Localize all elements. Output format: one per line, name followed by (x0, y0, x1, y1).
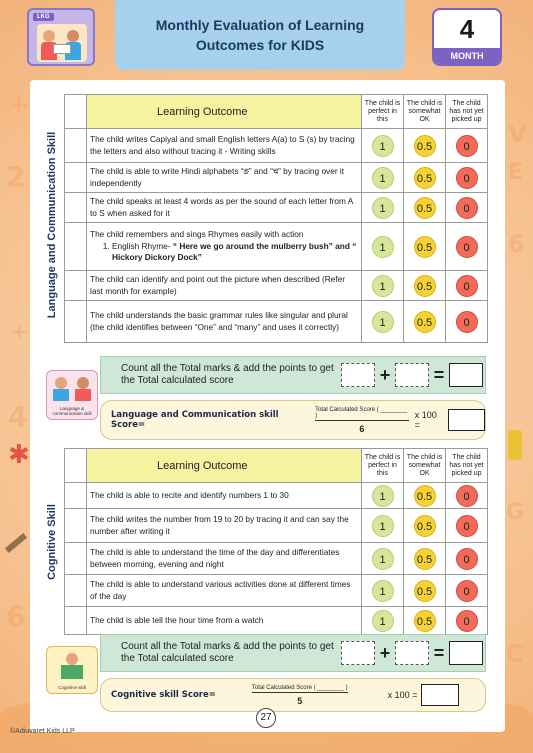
points-input-box[interactable] (395, 641, 429, 665)
learning-outcome-header: Learning Outcome (87, 95, 362, 129)
score-somewhat-option[interactable]: 0.5 (414, 610, 436, 632)
score-perfect-option[interactable]: 1 (372, 236, 394, 258)
outcome-statement: The child writes the number from 19 to 20 by tracing it and can say the number after writing it (87, 509, 362, 543)
score-perfect-option[interactable]: 1 (372, 275, 394, 297)
score-somewhat-option[interactable]: 0.5 (414, 135, 436, 157)
skill-card-caption: Cognitive skill (58, 685, 86, 690)
table-row (65, 483, 488, 509)
language-total-bar (100, 356, 486, 394)
score-somewhat-option[interactable]: 0.5 (414, 236, 436, 258)
score-not-yet-option[interactable]: 0 (456, 485, 478, 507)
flower-icon: ✱ (8, 440, 30, 470)
score-fraction: $\frac{\text{Total Calculated Score ( \_\_\_\_\_\_\_\_ )}}{6}$ (315, 406, 408, 434)
deco-number-icon: 6 (508, 230, 525, 258)
score-somewhat-option[interactable]: 0.5 (414, 275, 436, 297)
cognitive-skill-card (46, 646, 98, 694)
page-number: 27 (256, 708, 276, 728)
score-somewhat-option[interactable]: 0.5 (414, 167, 436, 189)
table-row (65, 193, 488, 223)
multiplier-text: x 100 = (387, 690, 418, 700)
total-instruction: Count all the Total marks & add the points to get the Total calculated score (121, 641, 334, 664)
marks-input-box[interactable] (341, 363, 375, 387)
not-yet-column-header: The child has not yet picked up (446, 95, 488, 129)
skill-card-caption: Language & communication skill (52, 406, 92, 416)
deco-letter-icon: C (506, 640, 524, 668)
cognitive-score-bar (100, 678, 486, 712)
outcome-statement: The child can identify and point out the picture when described (Refer last month for example) (87, 271, 362, 301)
total-instruction: Count all the Total marks & add the points to get the Total calculated score (121, 363, 334, 386)
score-not-yet-option[interactable]: 0 (456, 167, 478, 189)
score-not-yet-option[interactable]: 0 (456, 135, 478, 157)
copyright-credit: ©Adiuvaret Kids LLP (10, 728, 75, 735)
score-somewhat-option[interactable]: 0.5 (414, 311, 436, 333)
score-perfect-option[interactable]: 1 (372, 197, 394, 219)
deco-number-icon: 4 (8, 400, 28, 433)
table-row (65, 575, 488, 607)
equals-icon: = (433, 364, 445, 385)
score-perfect-option[interactable]: 1 (372, 610, 394, 632)
score-not-yet-option[interactable]: 0 (456, 610, 478, 632)
deco-plus-icon: + (8, 90, 30, 120)
deco-number-icon: 6 (6, 600, 26, 633)
perfect-column-header: The child is perfect in this (362, 95, 404, 129)
score-somewhat-option[interactable]: 0.5 (414, 515, 436, 537)
score-not-yet-option[interactable]: 0 (456, 275, 478, 297)
score-perfect-option[interactable]: 1 (372, 548, 394, 570)
multiplier-text: x 100 = (414, 410, 437, 430)
language-outcomes-table (64, 94, 488, 343)
score-perfect-option[interactable]: 1 (372, 167, 394, 189)
cognitive-side-label: Cognitive Skill (46, 504, 59, 580)
month-number: 4 (459, 14, 475, 44)
cognitive-outcomes-table (64, 448, 488, 635)
score-not-yet-option[interactable]: 0 (456, 580, 478, 602)
score-perfect-option[interactable]: 1 (372, 515, 394, 537)
score-label: Cognitive skill Score= (111, 690, 216, 700)
child-icon (66, 653, 78, 665)
deco-letter-icon: G (506, 500, 525, 525)
score-somewhat-option[interactable]: 0.5 (414, 548, 436, 570)
outcome-statement: The child is able to understand various activities done at different times of the day (87, 575, 362, 607)
marks-input-box[interactable] (341, 641, 375, 665)
outcome-statement: The child writes Capiyal and small English letters A(a) to S (s) by tracing the letters and also without tracing it - Writing skills (87, 129, 362, 163)
table-row (65, 129, 488, 163)
score-not-yet-option[interactable]: 0 (456, 311, 478, 333)
kids-reading-illustration (37, 24, 87, 62)
table-row (65, 301, 488, 343)
language-skill-card (46, 370, 98, 420)
grade-card (27, 8, 95, 66)
glue-icon (508, 430, 522, 460)
table-row (65, 271, 488, 301)
child-icon (55, 377, 67, 389)
month-label: MONTH (434, 48, 500, 65)
month-card (432, 8, 502, 66)
language-side-label: Language and Communication Skill (46, 131, 59, 319)
plus-icon: + (379, 364, 391, 385)
table-row (65, 607, 488, 635)
table-row (65, 543, 488, 575)
outcome-statement: The child remembers and sings Rhymes easily with action 1. English Rhyme- “ Here we go around the mulberry bush” and “ Hickory Dickory Dock” (87, 223, 362, 271)
deco-plus-icon: + (10, 320, 29, 345)
learning-outcome-header: Learning Outcome (87, 449, 362, 483)
outcome-statement: The child is able to understand the time of the day and differentiates between morning, evening and night (87, 543, 362, 575)
score-perfect-option[interactable]: 1 (372, 135, 394, 157)
score-label: Language and Communication skill Score= (111, 410, 279, 430)
perfect-column-header: The child is perfect in this (362, 449, 404, 483)
outcome-statement: The child is able to write Hindi alphabets “ङ” and “च” by tracing over it independently (87, 163, 362, 193)
score-perfect-option[interactable]: 1 (372, 485, 394, 507)
deco-letter-icon: E (508, 160, 524, 185)
score-result-box[interactable] (421, 684, 459, 706)
score-not-yet-option[interactable]: 0 (456, 236, 478, 258)
total-input-box[interactable] (449, 363, 483, 387)
score-fraction: $\frac{\text{Total Calculated Score ( \_\_\_\_\_\_\_\_ )}}{5}$ (251, 684, 348, 706)
somewhat-column-header: The child is somewhat OK (404, 449, 446, 483)
score-result-box[interactable] (448, 409, 485, 431)
score-somewhat-option[interactable]: 0.5 (414, 485, 436, 507)
grade-label: LKG (33, 13, 54, 21)
child-icon (77, 377, 89, 389)
cognitive-total-bar (100, 634, 486, 672)
outcome-statement: The child speaks at least 4 words as per the sound of each letter from A to S when asked for it (87, 193, 362, 223)
outcome-statement: The child is able tell the hour time from a watch (87, 607, 362, 635)
score-perfect-option[interactable]: 1 (372, 311, 394, 333)
language-score-bar (100, 400, 486, 440)
plus-icon: + (379, 642, 391, 663)
table-row (65, 163, 488, 193)
outcome-statement: The child understands the basic grammar rules like singular and plural (the child identifies between “One” and “many” and uses it correctly) (87, 301, 362, 343)
table-row (65, 509, 488, 543)
total-input-box[interactable] (449, 641, 483, 665)
score-somewhat-option[interactable]: 0.5 (414, 580, 436, 602)
points-input-box[interactable] (395, 363, 429, 387)
equals-icon: = (433, 642, 445, 663)
not-yet-column-header: The child has not yet picked up (446, 449, 488, 483)
score-perfect-option[interactable]: 1 (372, 580, 394, 602)
table-row (65, 223, 488, 271)
outcome-statement: The child is able to recite and identify numbers 1 to 30 (87, 483, 362, 509)
title-banner (115, 0, 405, 70)
page-title: Monthly Evaluation of Learning Outcomes for KIDS (155, 17, 365, 53)
score-somewhat-option[interactable]: 0.5 (414, 197, 436, 219)
somewhat-column-header: The child is somewhat OK (404, 95, 446, 129)
score-not-yet-option[interactable]: 0 (456, 197, 478, 219)
score-not-yet-option[interactable]: 0 (456, 515, 478, 537)
deco-number-icon: 2 (6, 160, 26, 193)
score-not-yet-option[interactable]: 0 (456, 548, 478, 570)
deco-letter-icon: V (508, 120, 527, 148)
